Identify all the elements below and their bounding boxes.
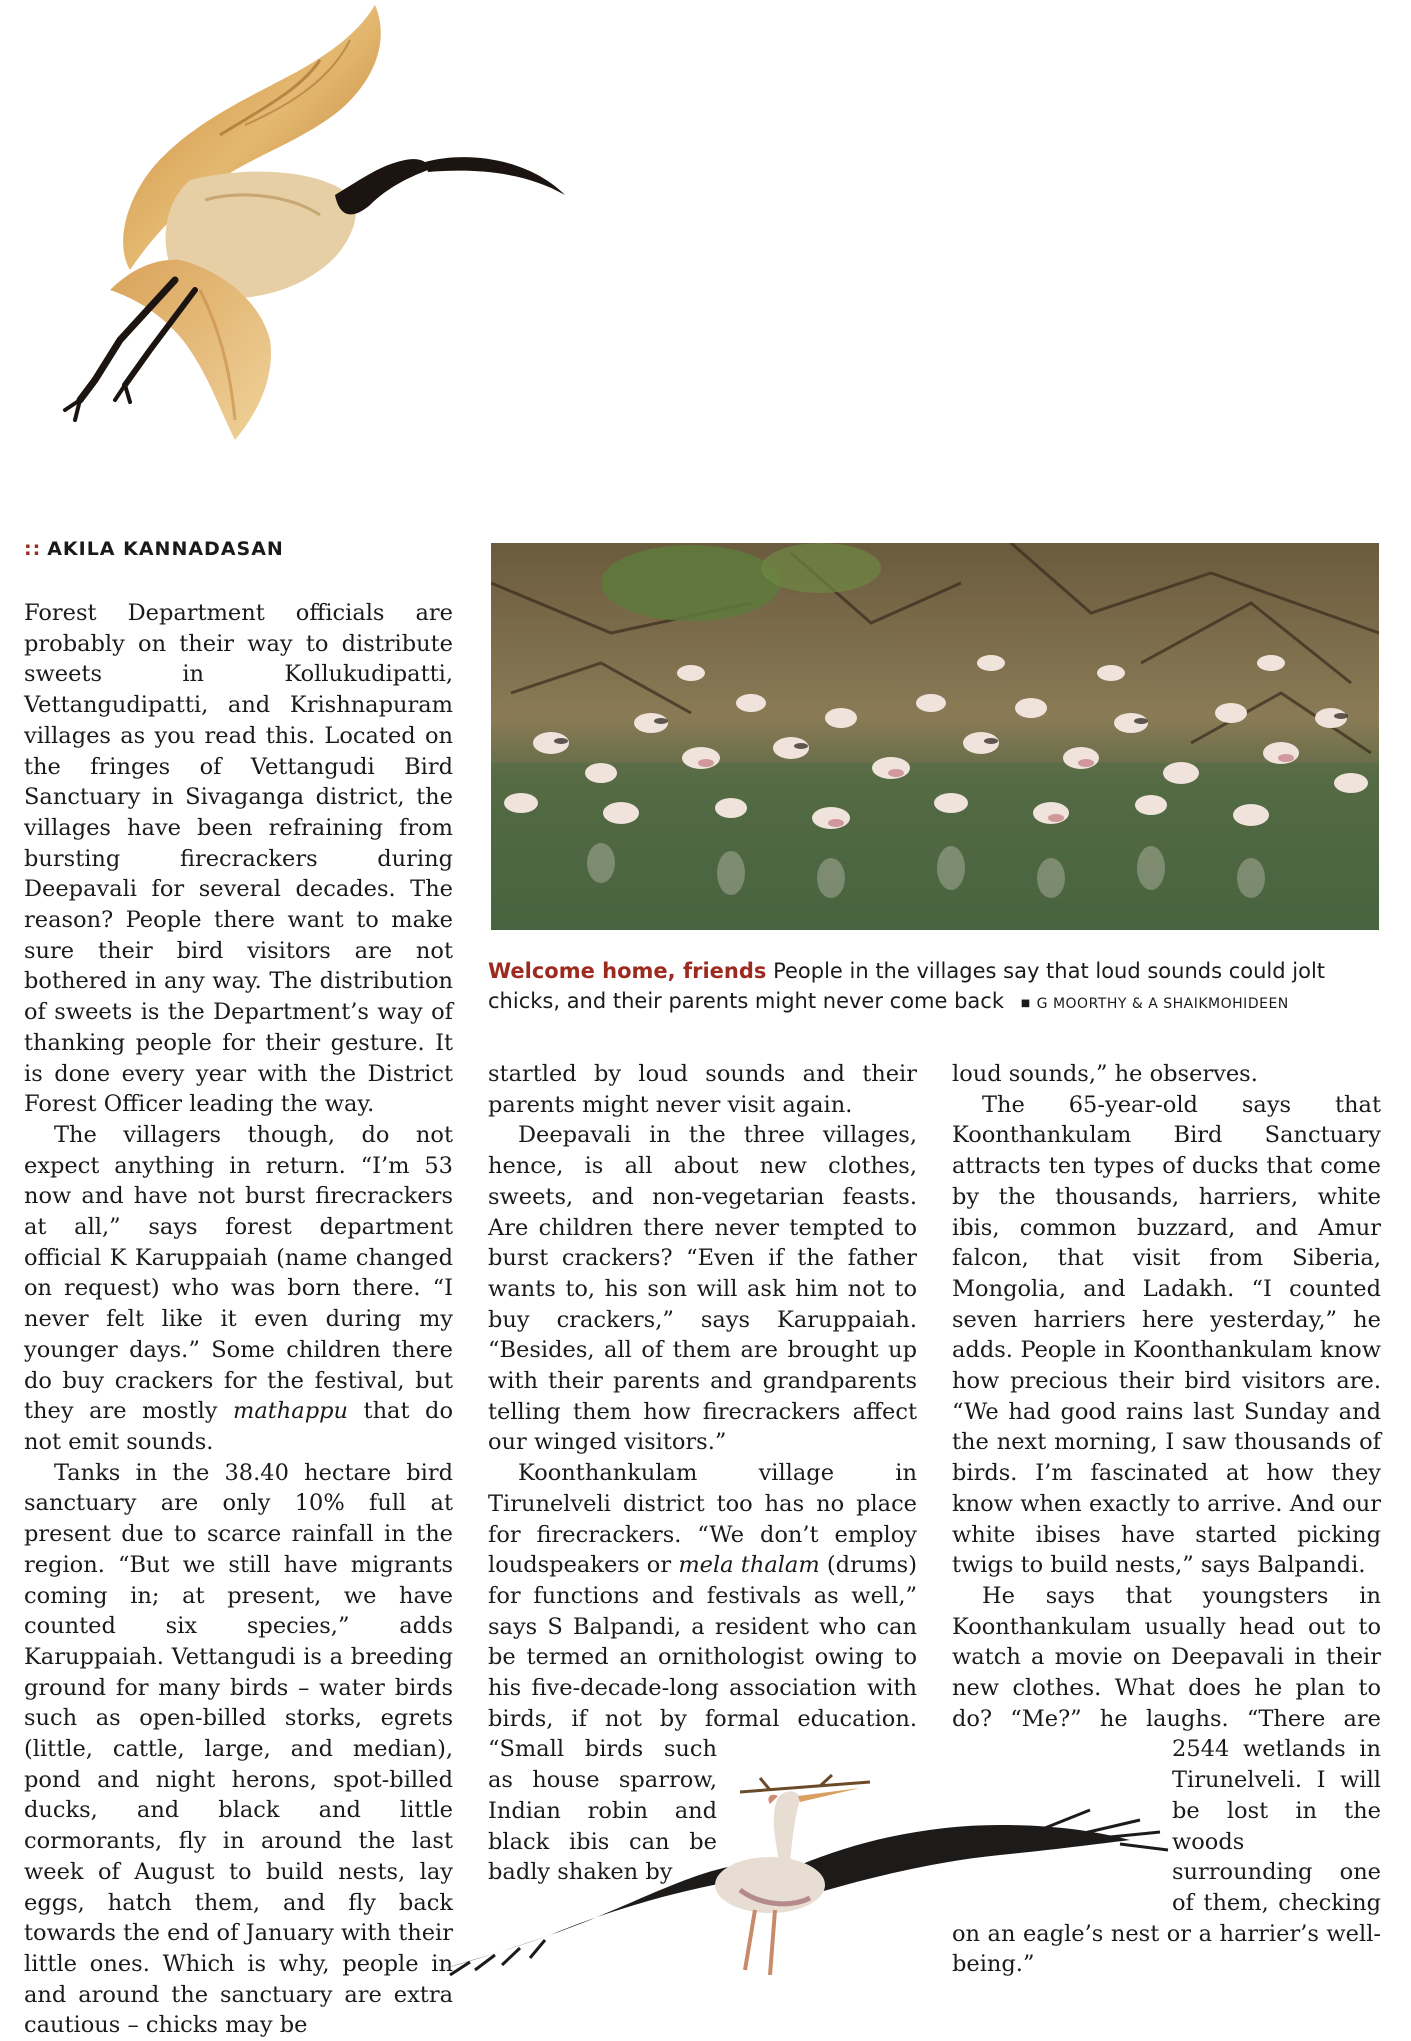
byline-marker: :: xyxy=(24,538,42,560)
caption-title: Welcome home, friends xyxy=(488,959,767,983)
article-column-1 xyxy=(24,598,453,2041)
stork-colony-image xyxy=(491,543,1379,930)
photo-caption xyxy=(488,956,1388,1019)
col2-paragraph-3: Koonthankulam village in Tirunelveli district too has no place for firecrackers. “We don’t employ loudspeakers or mela thalam (drums) for functions and festivals as well,” says S Balpandi, a resident who can be termed an ornithologist owing to his five-decade-long association with birds, if not by formal education. “Small birds such as house sparrow, Indian robin and black ibis can be badly shaken by xyxy=(488,1460,917,1886)
col3-paragraph-3: He says that youngsters in Koonthankulam usually head out to watch a movie on Deepavali in their new clothes. What does he plan to do? “Me?” he laughs. “There are 2544 wetlands in Tirunelveli. I will be lost in the woods surrounding one of them, checking on an eagle’s nest or a harrier’s well-being.” xyxy=(952,1582,1381,1978)
col1-paragraph-2: The villagers though, do not expect anything in return. “I’m 53 now and have not burst firecrackers at all,” says forest department official K Karuppaiah (name changed on request) who was born there. “I never felt like it even during my younger days.” Some children there do buy crackers for the festival, but they are mostly mathappu that do not emit sounds. xyxy=(24,1121,453,1455)
author-name: AKILA KANNADASAN xyxy=(47,538,284,560)
col2-paragraph-2: Deepavali in the three villages, hence, is all about new clothes, sweets, and non-vegetarian feasts. Are children there never tempted to burst crackers? “Even if the father wants to, his son will ask him not to buy crackers,” says Karuppaiah. “Besides, all of them are brought up with their parents and grandparents telling them how firecrackers affect our winged visitors.” xyxy=(488,1122,917,1456)
byline xyxy=(24,538,284,560)
photo-storks-in-wetland xyxy=(491,543,1379,930)
col3-paragraph-2: The 65-year-old says that Koonthankulam Bird Sanctuary attracts ten types of ducks that come by the thousands, harriers, white ibis, common buzzard, and Amur falcon, that visit from Siberia, Mongolia, and Ladakh. “I counted seven harriers here yesterday,” he adds. People in Koonthankulam know how precious their bird visitors are. “We had good rains last Sunday and the next morning, I saw thousands of birds. I’m fascinated at how they know when exactly to arrive. And our white ibises have started picking twigs to build nests,” says Balpandi. xyxy=(952,1091,1381,1579)
col2-paragraph-1: startled by loud sounds and their parents might never visit again. xyxy=(488,1061,917,1118)
col1-paragraph-3: Tanks in the 38.40 hectare bird sanctuary are only 10% full at present due to scarce rainfall in the region. “But we still have migrants coming in; at present, we have counted six species,” adds Karuppaiah. Vettangudi is a breeding ground for many birds – water birds such as open-billed storks, egrets (little, cattle, large, and median), pond and night herons, spot-billed ducks, and black and little cormorants, fly in around the last week of August to build nests, lay eggs, hatch them, and fly back towards the end of January with their little ones. Which is why, people in and around the sanctuary are extra cautious – chicks may be xyxy=(24,1459,453,2039)
col1-paragraph-1: Forest Department officials are probably on their way to distribute sweets in Kollukudipatti, Vettangudipatti, and Krishnapuram villages as you read this. Located on the fringes of Vettangudi Bird Sanctuary in Sivaganga district, the villages have been refraining from bursting firecrackers during Deepavali for several decades. The reason? People there want to make sure their bird visitors are not bothered in any way. The distribution of sweets is the Department’s way of thanking people for their gesture. It is done every year with the District Forest Officer leading the way. xyxy=(24,600,453,1118)
col3-paragraph-1: loud sounds,” he observes. xyxy=(952,1061,1258,1087)
flying-stork-illustration xyxy=(440,1770,1170,1980)
article-column-2 xyxy=(488,1059,917,1886)
photo-credit: ■ G MOORTHY & A SHAIKMOHIDEEN xyxy=(1021,996,1289,1012)
black-headed-ibis-illustration xyxy=(20,0,580,510)
caption-text: People in the villages say that loud sounds could jolt chicks, and their parents might never come back xyxy=(488,959,1326,1013)
